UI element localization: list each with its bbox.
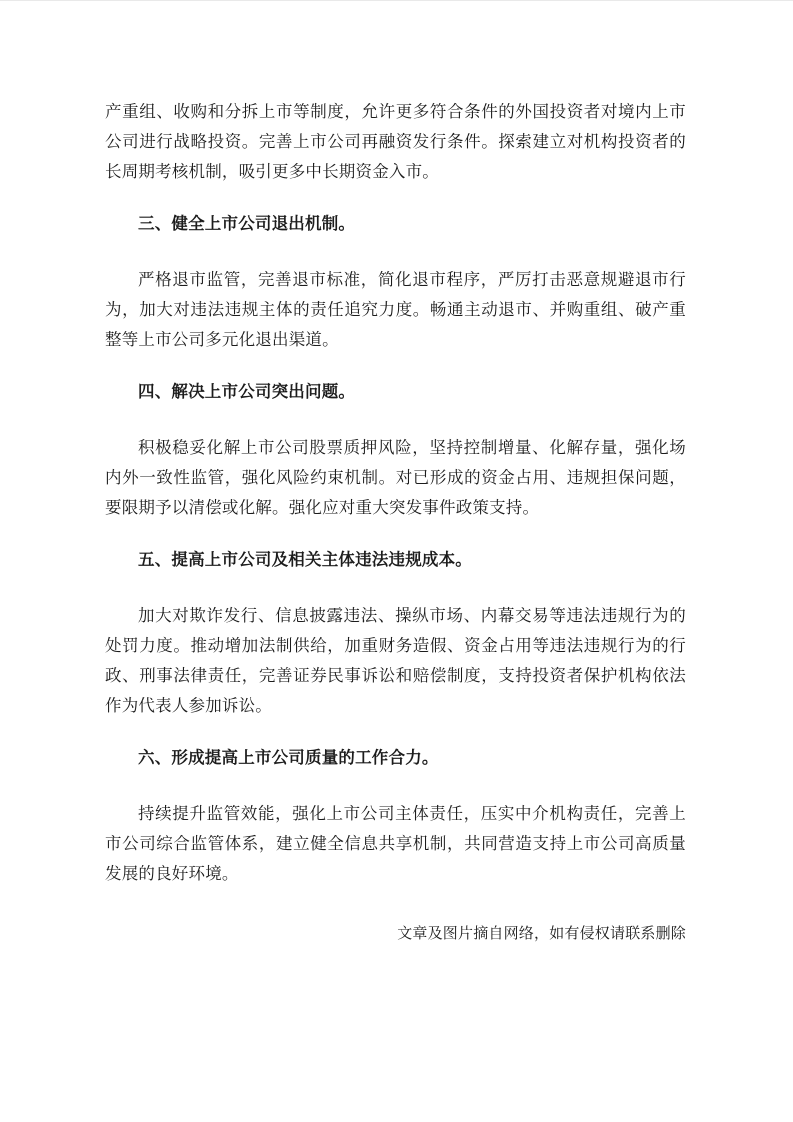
section-paragraph-5: 加大对欺诈发行、信息披露违法、操纵市场、内幕交易等违法违规行为的处罚力度。推动增加法制供给，加重财务造假、资金占用等违法违规行为的行政、刑事法律责任，完善证券民事诉讼和赔偿制度，支持投资者保护机构依法作为代表人参加诉讼。 <box>105 606 686 715</box>
footer-disclaimer: 文章及图片摘自网络，如有侵权请联系删除 <box>397 926 686 942</box>
paragraph-continuation: 产重组、收购和分拆上市等制度，允许更多符合条件的外国投资者对境内上市公司进行战略投资。完善上市公司再融资发行条件。探索建立对机构投资者的长周期考核机制，吸引更多中长期资金入市。 <box>105 102 686 181</box>
section-paragraph-3: 严格退市监管，完善退市标准，简化退市程序，严厉打击恶意规避退市行为，加大对违法违规主体的责任追究力度。畅通主动退市、并购重组、破产重整等上市公司多元化退出渠道。 <box>105 270 686 349</box>
section-heading-4: 四、解决上市公司突出问题。 <box>138 382 356 401</box>
section-heading-6: 六、形成提高上市公司质量的工作合力。 <box>138 748 439 767</box>
section-paragraph-6: 持续提升监管效能，强化上市公司主体责任，压实中介机构责任，完善上市公司综合监管体系，建立健全信息共享机制，共同营造支持上市公司高质量发展的良好环境。 <box>105 804 686 883</box>
section-heading-3: 三、健全上市公司退出机制。 <box>138 214 356 233</box>
page-top-border <box>0 0 793 1</box>
section-heading-5: 五、提高上市公司及相关主体违法违规成本。 <box>138 550 472 569</box>
section-paragraph-4: 积极稳妥化解上市公司股票质押风险，坚持控制增量、化解存量，强化场内外一致性监管，强化风险约束机制。对已形成的资金占用、违规担保问题，要限期予以清偿或化解。强化应对重大突发事件政策支持。 <box>105 438 686 517</box>
